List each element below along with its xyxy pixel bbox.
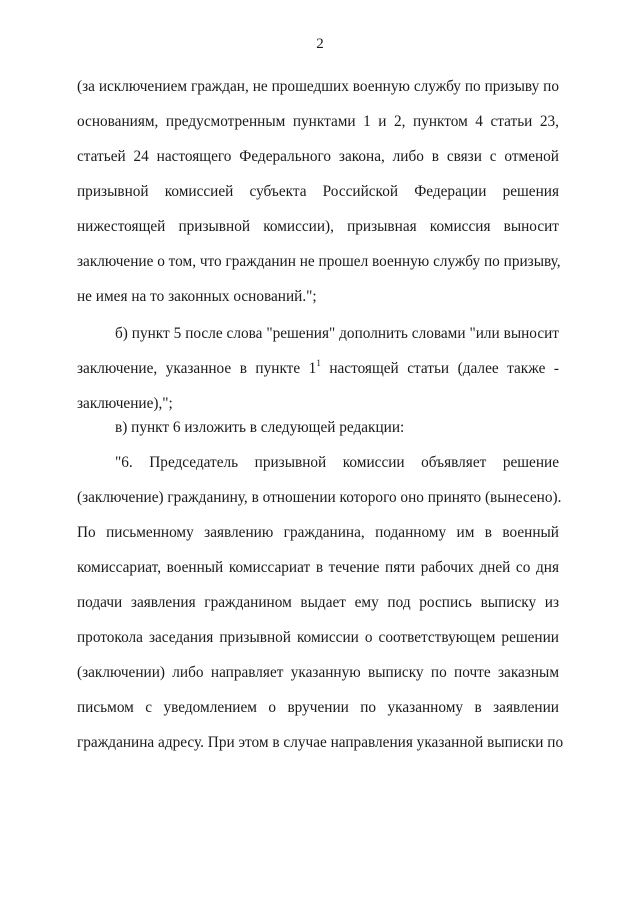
text-line: б) пункт 5 после слова "решения" дополнить словами "или выносит — [115, 325, 559, 342]
paragraph-point-6 — [77, 445, 564, 760]
text-line: гражданина адресу. При этом в случае направления указанной выписки по — [77, 734, 564, 751]
text-segment: настоящей статьи (далее также - — [320, 360, 560, 377]
text-line: подачи заявления гражданином выдает ему под роспись выписку из — [77, 594, 559, 611]
text-line: комиссариат, военный комиссариат в течение пяти рабочих дней со дня — [77, 559, 559, 576]
paragraph-exclusion-clause — [77, 69, 559, 314]
text-line: основаниям, предусмотренным пунктами 1 и 2, пунктом 4 статьи 23, — [77, 113, 559, 130]
text-line-with-superscript — [77, 351, 559, 386]
text-line: письмом с уведомлением о вручении по указанному в заявлении — [77, 699, 559, 716]
text-line: призывной комиссией субъекта Российской Федерации решения — [77, 183, 559, 200]
text-line: не имея на то законных оснований."; — [77, 288, 317, 305]
text-line: "6. Председатель призывной комиссии объявляет решение — [115, 454, 559, 471]
text-line: заключение),"; — [77, 395, 173, 412]
superscript-index: 1 — [316, 358, 321, 368]
text-line: (заключение) гражданину, в отношении которого оно принято (вынесено). — [77, 489, 562, 506]
paragraph-item-v — [77, 410, 559, 445]
text-line: заключение о том, что гражданин не прошел военную службу по призыву, — [77, 253, 561, 270]
paragraph-item-b — [77, 316, 559, 421]
text-line: статьей 24 настоящего Федерального закона, либо в связи с отменой — [77, 148, 559, 165]
page-number: 2 — [316, 36, 324, 52]
text-segment: заключение, указанное в пункте 1 — [77, 360, 317, 377]
text-line: (за исключением граждан, не прошедших военную службу по призыву по — [77, 78, 559, 95]
text-line: нижестоящей призывной комиссии), призывная комиссия выносит — [77, 218, 559, 235]
text-line: протокола заседания призывной комиссии о соответствующем решении — [77, 629, 559, 646]
text-line: По письменному заявлению гражданина, поданному им в военный — [77, 524, 559, 541]
text-line: в) пункт 6 изложить в следующей редакции: — [115, 419, 405, 436]
text-line: (заключении) либо направляет указанную выписку по почте заказным — [77, 664, 559, 681]
